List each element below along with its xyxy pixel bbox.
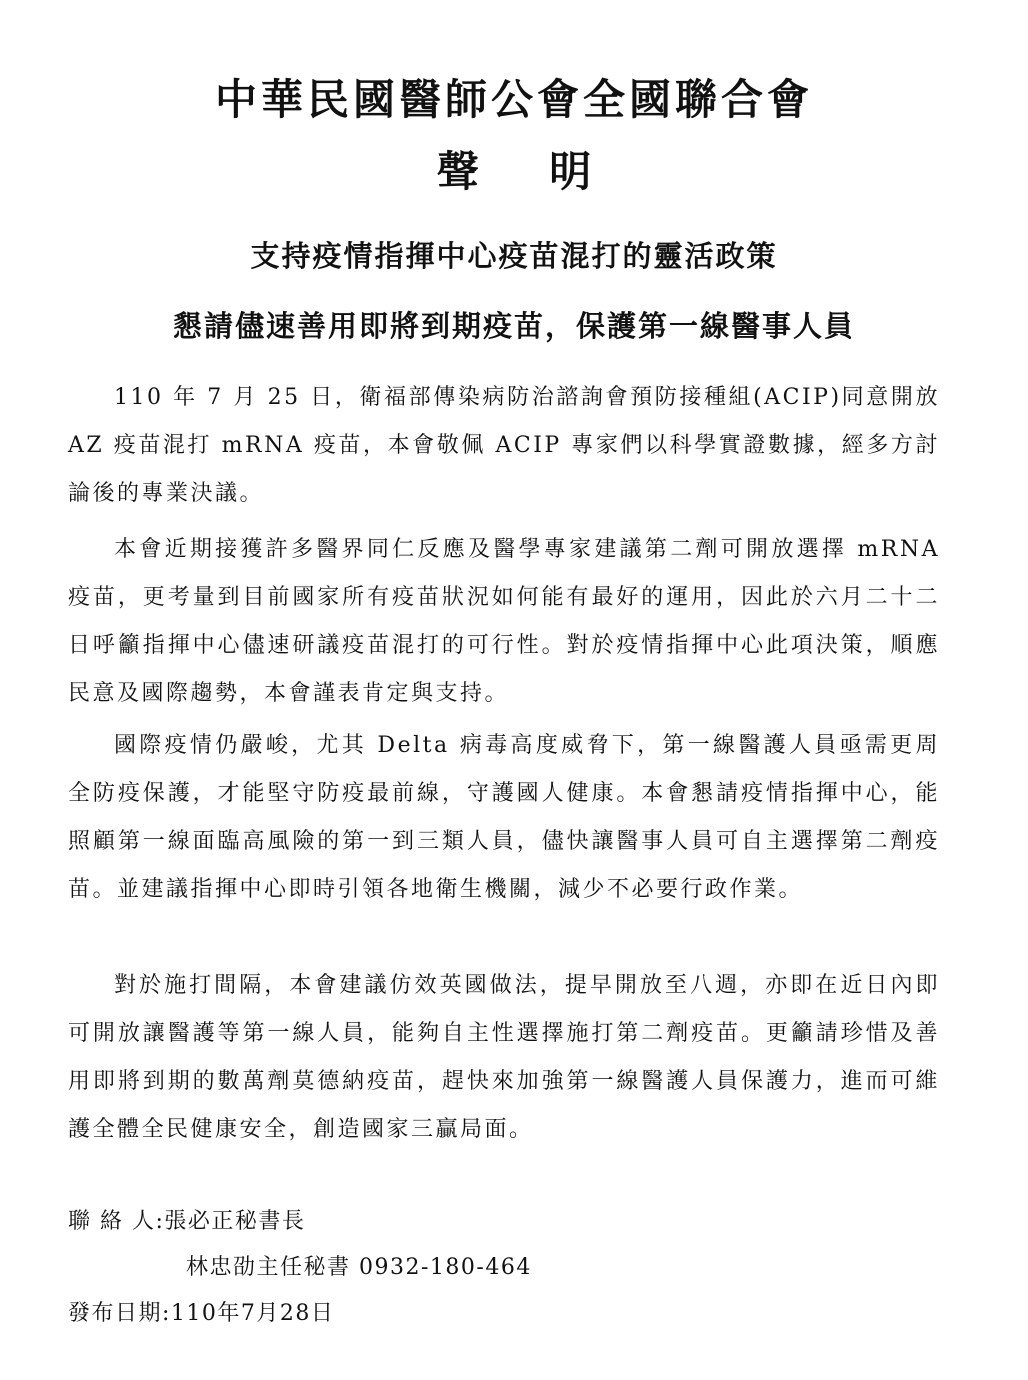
contact-person-secondary: 林忠劭主任秘書 0932-180-464 xyxy=(186,1255,532,1280)
paragraph-delta-threat: 國際疫情仍嚴峻，尤其 Delta 病毒高度威脅下，第一線醫護人員亟需更周全防疫保護，才能堅守防疫最前線，守護國人健康。本會懇請疫情指揮中心，能照顧第一線面臨高風險的第一到三類人員，儘快讓醫事人員可自主選擇第二劑疫苗。並建議指揮中心即時引領各地衛生機關，減少不必要行政作業。 xyxy=(68,733,940,902)
subtitle-protect-frontline: 懇請儘速善用即將到期疫苗，保護第一線醫事人員 xyxy=(172,309,855,343)
contact-person-primary: 聯 絡 人:張必正秘書長 xyxy=(68,1209,306,1234)
paragraph-association-request: 本會近期接獲許多醫界同仁反應及醫學專家建議第二劑可開放選擇 mRNA 疫苗，更考量到目前國家所有疫苗狀況如何能有最好的運用，因此於六月二十二日呼籲指揮中心儘速研議疫苗混打的可行性。對於疫情指揮中心此項決策，順應民意及國際趨勢，本會謹表肯定與支持。 xyxy=(68,537,940,706)
release-date: 發布日期:110年7月28日 xyxy=(68,1301,335,1326)
subtitle-support-policy: 支持疫情指揮中心疫苗混打的靈活政策 xyxy=(250,239,778,273)
document-type-heading: 聲 明 xyxy=(436,147,620,196)
paragraph-dose-interval: 對於施打間隔，本會建議仿效英國做法，提早開放至八週，亦即在近日內即可開放讓醫護等第一線人員，能夠自主性選擇施打第二劑疫苗。更籲請珍惜及善用即將到期的數萬劑莫德納疫苗，趕快來加強第一線醫護人員保護力，進而可維護全體全民健康安全，創造國家三贏局面。 xyxy=(68,973,940,1142)
organization-title: 中華民國醫師公會全國聯合會 xyxy=(214,75,813,124)
paragraph-acip-decision: 110 年 7 月 25 日，衛福部傳染病防治諮詢會預防接種組(ACIP)同意開放 AZ 疫苗混打 mRNA 疫苗，本會敬佩 ACIP 專家們以科學實證數據，經多方討論後的專業決議。 xyxy=(68,385,940,506)
